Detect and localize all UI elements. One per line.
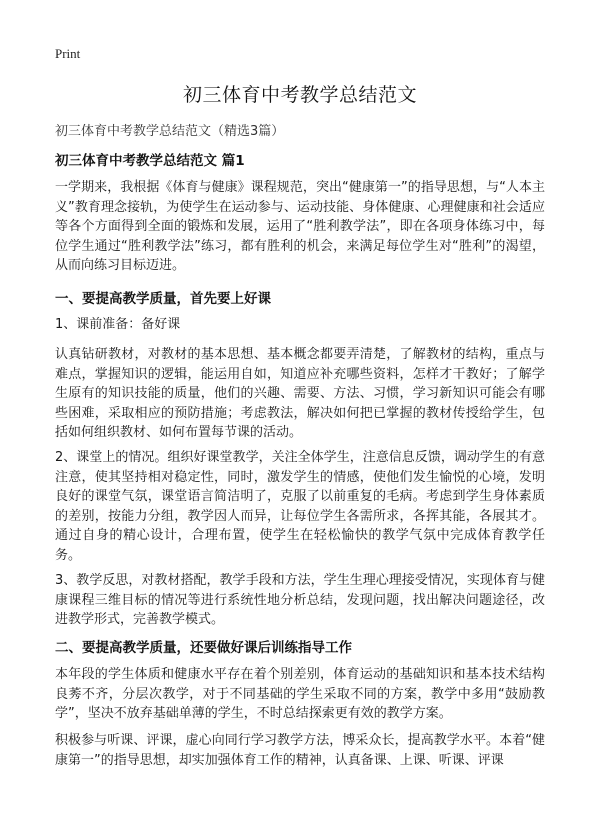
paragraph-training: 本年段的学生体质和健康水平存在着个别差别，体育运动的基础知识和基本技术结构良莠不齐，分层次教学，对于不同基础的学生采取不同的方案，教学中多用“鼓励教学”，坚决不放弃基础单薄的学生，不时总结探索更有效的教学方案。 [55, 667, 545, 721]
section-heading-2: 二、要提高教学质量，还要做好课后训练指导工作 [55, 640, 352, 656]
intro-paragraph: 一学期来，我根据《体育与健康》课程规范，突出“健康第一”的指导思想，与“人本主义”教育理念接轨，为使学生在运动参与、运动技能、身体健康、心理健康和社会适应等各个方面得到全面的锻炼和发展，运用了“胜利教学法”，即在各项身体练习中，每位学生通过“胜利教学法”练习，都有胜利的机会，来满足每位学生对“胜利”的渴望，从而向练习目标迈进。 [55, 180, 545, 273]
subsection-label-1: 1、课前准备：备好课 [55, 317, 181, 332]
article-title: 初三体育中考教学总结范文 篇1 [55, 153, 245, 169]
paragraph-lesson-prep: 认真钻研教材，对教材的基本思想、基本概念都要弄清楚，了解教材的结构，重点与难点，掌握知识的逻辑，能运用自如，知道应补充哪些资料，怎样才干教好；了解学生原有的知识技能的质量，他们的兴趣、需要、方法、习惯，学习新知识可能会有哪些困难，采取相应的预防措施；考虑教法，解决如何把已掌握的教材传授给学生，包括如何组织教材、如何布置每节课的活动。 [55, 347, 545, 440]
document-subtitle: 初三体育中考教学总结范文（精选3篇） [55, 124, 285, 139]
paragraph-reflection: 3、教学反思，对教材搭配，教学手段和方法，学生生理心理接受情况，实现体育与健康课程三维目标的情况等进行系统性地分析总结，发现问题，找出解决问题途径，改进教学形式，完善教学模式。 [55, 573, 545, 627]
section-heading-1: 一、要提高教学质量，首先要上好课 [55, 291, 271, 307]
paragraph-classroom: 2、课堂上的情况。组织好课堂教学，关注全体学生，注意信息反馈，调动学生的有意注意，使其坚持相对稳定性，同时，激发学生的情感，使他们发生愉悦的心境，发明良好的课堂气氛，课堂语言简洁明了，克服了以前重复的毛病。考虑到学生身体素质的差别，按能力分组，教学因人而异，让每位学生各需所求，各挥其能，各展其才。通过自身的精心设计，合理布置，使学生在轻松愉快的教学气氛中完成体育教学任务。 [55, 450, 545, 563]
paragraph-teaching-research: 积极参与听课、评课，虚心向同行学习教学方法，博采众长，提高教学水平。本着“健康第一”的指导思想，却实加强体育工作的精神，认真备课、上课、听课、评课 [55, 733, 545, 768]
print-label[interactable]: Print [55, 46, 81, 61]
page-title: 初三体育中考教学总结范文 [182, 84, 417, 106]
